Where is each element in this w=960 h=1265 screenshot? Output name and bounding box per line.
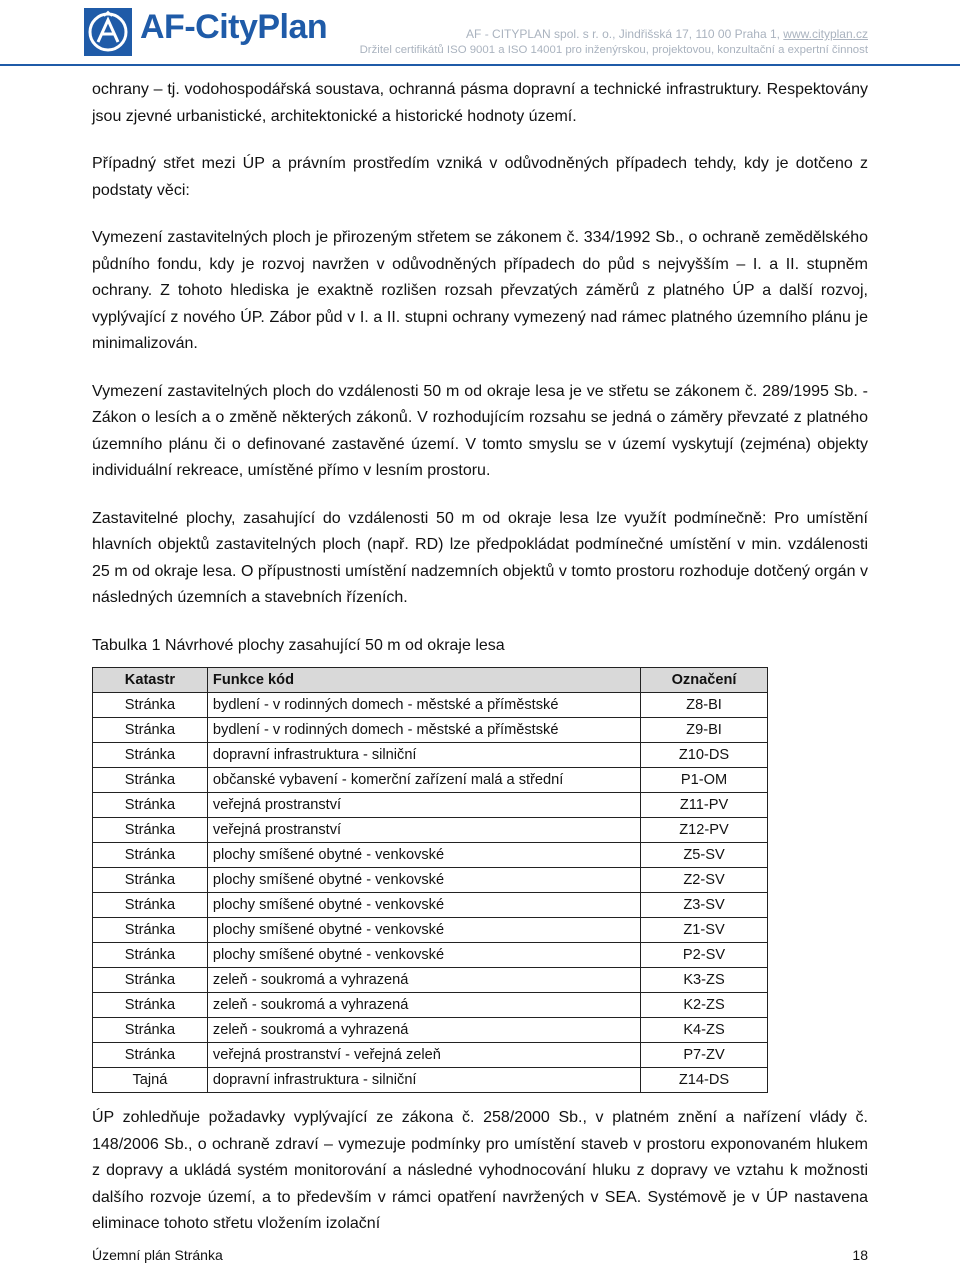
page-number: 18	[852, 1247, 868, 1263]
company-address: AF - CITYPLAN spol. s r. o., Jindřišská 17, 110 00 Praha 1, www.cityplan.cz	[466, 27, 868, 41]
table-row	[93, 868, 768, 893]
table-cell: bydlení - v rodinných domech - městské a příměstské	[207, 693, 640, 718]
table-cell: Stránka	[93, 718, 208, 743]
table-cell: Z14-DS	[641, 1068, 768, 1093]
table-row	[93, 793, 768, 818]
table-cell: Z1-SV	[641, 918, 768, 943]
table-row	[93, 843, 768, 868]
certificate-line: Držitel certifikátů ISO 9001 a ISO 14001 pro inženýrskou, projektovou, konzultační a expertní činnost	[359, 44, 868, 56]
table-cell: Stránka	[93, 943, 208, 968]
page-header	[0, 0, 960, 68]
table-cell: veřejná prostranství	[207, 793, 640, 818]
table-row	[93, 818, 768, 843]
table-row	[93, 1043, 768, 1068]
paragraph: Případný střet mezi ÚP a právním prostředím vzniká v odůvodněných případech tehdy, kdy je dotčeno z podstaty věci:	[92, 155, 868, 199]
paragraph: Vymezení zastavitelných ploch do vzdálenosti 50 m od okraje lesa je ve střetu se zákonem č. 289/1995 Sb. - Zákon o lesích a o změně některých zákonů. V rozhodujícím rozsahu se jedná o záměry převzaté z platného územního plánu či o definované zastavěné území. V tomto smyslu se v území vyskytují (zejména) objekty individuální rekreace, umístěné přímo v lesním prostoru.	[92, 382, 868, 479]
table-cell: Tajná	[93, 1068, 208, 1093]
table-cell: plochy smíšené obytné - venkovské	[207, 868, 640, 893]
table-row	[93, 768, 768, 793]
table-cell: Z9-BI	[641, 718, 768, 743]
table-cell: Stránka	[93, 993, 208, 1018]
table-cell: Z2-SV	[641, 868, 768, 893]
table-cell: zeleň - soukromá a vyhrazená	[207, 993, 640, 1018]
table-cell: dopravní infrastruktura - silniční	[207, 1068, 640, 1093]
table-cell: plochy smíšené obytné - venkovské	[207, 893, 640, 918]
table-row	[93, 1018, 768, 1043]
table-row	[93, 943, 768, 968]
forest-areas-table	[92, 667, 768, 1093]
table-cell: Stránka	[93, 743, 208, 768]
table-cell: dopravní infrastruktura - silniční	[207, 743, 640, 768]
document-title: Územní plán Stránka	[92, 1247, 223, 1263]
table-header-row	[93, 668, 768, 693]
table-row	[93, 968, 768, 993]
table-cell: Z10-DS	[641, 743, 768, 768]
table-cell: Z12-PV	[641, 818, 768, 843]
table-cell: Stránka	[93, 1018, 208, 1043]
table-cell: Stránka	[93, 918, 208, 943]
table-cell: P7-ZV	[641, 1043, 768, 1068]
table-cell: Stránka	[93, 968, 208, 993]
column-header: Katastr	[93, 668, 208, 693]
table-cell: veřejná prostranství	[207, 818, 640, 843]
table-cell: Z11-PV	[641, 793, 768, 818]
table-cell: plochy smíšené obytné - venkovské	[207, 843, 640, 868]
table-cell: Z8-BI	[641, 693, 768, 718]
paragraph: ÚP zohledňuje požadavky vyplývající ze zákona č. 258/2000 Sb., v platném znění a nařízení vlády č. 148/2006 Sb., o ochraně zdraví – vymezuje podmínky pro umístění staveb v prostoru exponovaném hlukem z dopravy a ukládá systém monitorování a následné vyhodnocování hluku z dopravy ve vztahu k možnosti dalšího rozvoje území, a to především v rámci opatření navržených v SEA. Systémově je v ÚP nastavena eliminace tohoto střetu vložením izolační	[92, 1109, 868, 1232]
table-row	[93, 918, 768, 943]
table-cell: plochy smíšené obytné - venkovské	[207, 918, 640, 943]
table-cell: Stránka	[93, 818, 208, 843]
table-cell: Stránka	[93, 1043, 208, 1068]
table-cell: K2-ZS	[641, 993, 768, 1018]
table-row	[93, 893, 768, 918]
table-cell: Stránka	[93, 868, 208, 893]
table-cell: P2-SV	[641, 943, 768, 968]
table-cell: K3-ZS	[641, 968, 768, 993]
table-cell: K4-ZS	[641, 1018, 768, 1043]
table-cell: Stránka	[93, 693, 208, 718]
table-cell: bydlení - v rodinných domech - městské a příměstské	[207, 718, 640, 743]
table-cell: P1-OM	[641, 768, 768, 793]
table-cell: Stránka	[93, 843, 208, 868]
paragraph: Zastavitelné plochy, zasahující do vzdálenosti 50 m od okraje lesa lze využít podmínečně: Pro umístění hlavních objektů zastavitelných ploch (např. RD) lze předpokládat podmínečné umístění v min. vzdálenosti 25 m od okraje lesa. O přípustnosti umístění nadzemních objektů v tomto prostoru rozhoduje dotčený orgán v následných územních a stavebních řízeních.	[92, 509, 868, 606]
table-cell: zeleň - soukromá a vyhrazená	[207, 968, 640, 993]
column-header: Označení	[641, 668, 768, 693]
table-row	[93, 693, 768, 718]
table-cell: plochy smíšené obytné - venkovské	[207, 943, 640, 968]
column-header: Funkce kód	[207, 668, 640, 693]
table-cell: Stránka	[93, 793, 208, 818]
header-divider	[0, 64, 960, 66]
logo-text: AF-CityPlan	[140, 8, 328, 46]
table-row	[93, 1068, 768, 1093]
table-row	[93, 718, 768, 743]
table-row	[93, 993, 768, 1018]
table-cell: veřejná prostranství - veřejná zeleň	[207, 1043, 640, 1068]
table-cell: Stránka	[93, 768, 208, 793]
table-caption: Tabulka 1 Návrhové plochy zasahující 50 m od okraje lesa	[92, 636, 505, 654]
table-cell: Z5-SV	[641, 843, 768, 868]
table-row	[93, 743, 768, 768]
table-cell: Z3-SV	[641, 893, 768, 918]
paragraph: Vymezení zastavitelných ploch je přirozeným střetem se zákonem č. 334/1992 Sb., o ochraně zemědělského půdního fondu, kdy je rozvoj navržen v odůvodněných případech do půd s nejvyšším – I. a II. stupněm ochrany. Z tohoto hlediska je exaktně rozlišen rozsah převzatých záměrů z platného ÚP a další rozvoj, vyplývající z nového ÚP. Zábor půd v I. a II. stupni ochrany vymezený nad rámec platného územního plánu je minimalizován.	[92, 229, 868, 352]
table-cell: občanské vybavení - komerční zařízení malá a střední	[207, 768, 640, 793]
company-website-link[interactable]: www.cityplan.cz	[783, 27, 868, 41]
company-logo-icon	[84, 8, 132, 56]
table-cell: zeleň - soukromá a vyhrazená	[207, 1018, 640, 1043]
paragraph: ochrany – tj. vodohospodářská soustava, ochranná pásma dopravní a technické infrastruktury. Respektovány jsou zjevné urbanistické, architektonické a historické hodnoty území.	[92, 81, 868, 125]
table-cell: Stránka	[93, 893, 208, 918]
page-body	[92, 77, 868, 1238]
